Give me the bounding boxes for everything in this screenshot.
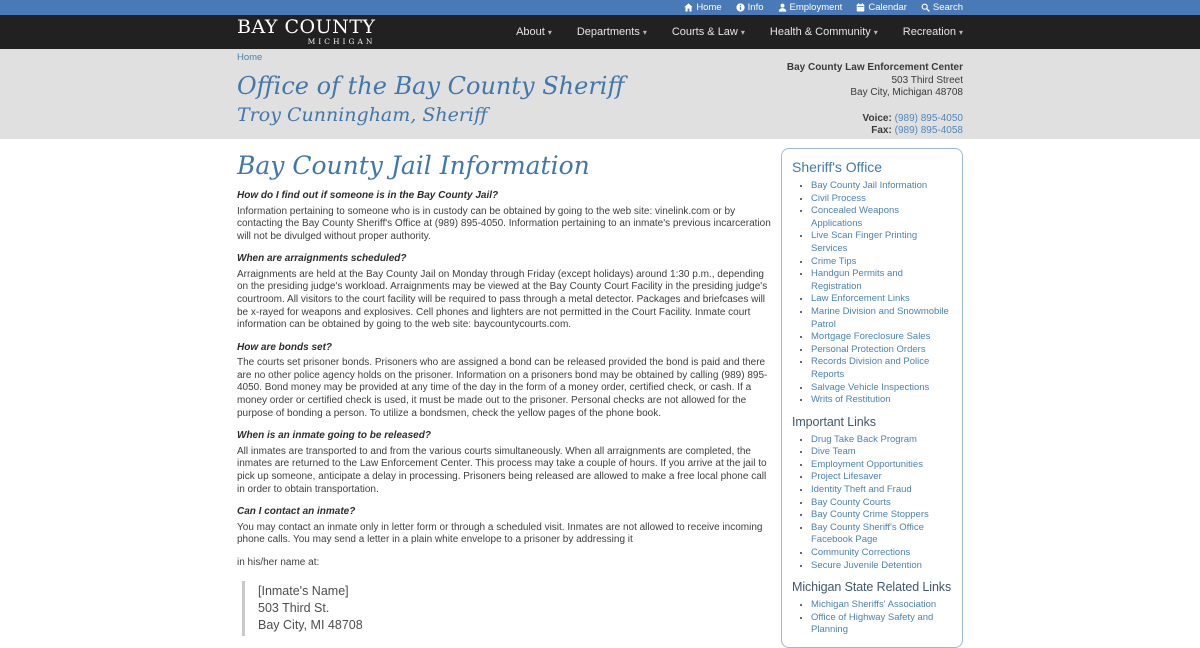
list-item [811, 230, 952, 255]
answer: Information pertaining to someone who is in custody can be obtained by going to the web site: vinelink.com or by contacting the Bay County Sheriff's Office at (989) 895-4050. Information pertaining to an inmate's previous incarceration will not be divulged without proper authority. [237, 205, 771, 242]
question: When is an inmate going to be released? [237, 430, 431, 442]
question: How are bonds set? [237, 341, 333, 353]
fax-line [787, 125, 963, 138]
nav-recreation[interactable] [903, 26, 963, 38]
chevron-down-icon: ▾ [958, 28, 963, 37]
sidebar-link-list [792, 434, 952, 573]
sidebar-link[interactable]: Secure Juvenile Detention [811, 559, 922, 571]
nav-label: Recreation [902, 26, 956, 38]
sidebar-link[interactable]: Bay County Crime Stoppers [811, 509, 929, 521]
sidebar-link[interactable]: Handgun Permits and Registration [811, 268, 903, 292]
list-item [811, 509, 952, 522]
question: How do I find out if someone is in the Bay County Jail? [237, 190, 499, 201]
utility-info-label: Info [747, 1, 764, 13]
site-subtitle: Troy Cunningham, Sheriff [237, 104, 488, 126]
list-item [811, 560, 952, 573]
list-item [811, 459, 952, 472]
info-icon [736, 3, 745, 12]
utility-home-label: Home [696, 1, 722, 13]
sidebar-link[interactable]: Marine Division and Snowmobile Patrol [811, 305, 949, 330]
list-item [811, 382, 952, 395]
utility-calendar-link[interactable] [856, 3, 907, 13]
nav-label: Departments [576, 26, 640, 38]
list-item [811, 293, 952, 306]
nav-health-community[interactable] [770, 26, 878, 38]
sidebar [781, 148, 963, 648]
sidebar-link[interactable]: Project Lifesaver [811, 471, 882, 483]
contact-address-block [787, 62, 963, 138]
main-area [0, 139, 1200, 648]
sidebar-link-list [792, 180, 952, 407]
chevron-down-icon: ▾ [740, 28, 745, 37]
sidebar-link[interactable]: Dive Team [811, 446, 856, 458]
list-item [811, 522, 952, 547]
sidebar-link[interactable]: Community Corrections [811, 547, 911, 559]
list-item [811, 306, 952, 331]
answer: All inmates are transported to and from the various courts simultaneously. When all arraignments are completed, the inmates are returned to the Law Enforcement Center. This process may take a couple of hours. If you arrive at the jail to pick up someone, anticipate a delay in processing. Prisoners being released are allowed to make a free local phone call in order to obtain transportation. [237, 445, 767, 495]
article [237, 139, 772, 636]
sidebar-section-title: Important Links [792, 414, 876, 429]
list-item [811, 331, 952, 344]
list-item [811, 599, 952, 612]
utility-home-link[interactable] [684, 3, 721, 13]
sidebar-link[interactable]: Bay County Courts [811, 496, 891, 508]
chevron-down-icon: ▾ [642, 28, 647, 37]
question: Can I contact an inmate? [237, 506, 356, 518]
nav-label: About [516, 26, 545, 38]
sidebar-link[interactable]: Records Division and Police Reports [811, 356, 930, 380]
address-city: Bay City, Michigan 48708 [850, 87, 963, 98]
utility-employment-label: Employment [789, 1, 843, 13]
sidebar-link[interactable]: Live Scan Finger Printing Services [811, 230, 918, 254]
sidebar-link[interactable]: Bay County Sheriff's Office Facebook Page [811, 521, 924, 546]
utility-calendar-label: Calendar [868, 1, 907, 13]
voice-phone-link[interactable]: (989) 895-4050 [894, 112, 963, 124]
fax-label: Fax: [871, 125, 892, 136]
list-item [811, 434, 952, 447]
main-nav [0, 15, 1200, 49]
chevron-down-icon: ▾ [547, 28, 552, 37]
voice-label: Voice: [862, 112, 892, 124]
inmate-address-line: Bay City, MI 48708 [258, 618, 363, 633]
voice-line [787, 113, 963, 126]
sidebar-link[interactable]: Concealed Weapons Applications [811, 205, 900, 229]
sidebar-link[interactable]: Civil Process [811, 192, 866, 204]
site-logo-sub: MICHIGAN [307, 37, 376, 47]
utility-bar [0, 0, 1200, 15]
list-item [811, 344, 952, 357]
utility-search-link[interactable] [921, 3, 963, 13]
person-icon [778, 3, 787, 12]
sidebar-link[interactable]: Writs of Restitution [811, 394, 891, 406]
utility-employment-link[interactable] [778, 3, 843, 13]
note-line: in his/her name at: [237, 556, 320, 568]
utility-info-link[interactable] [736, 3, 764, 13]
list-item [811, 205, 952, 230]
sidebar-link[interactable]: Employment Opportunities [811, 458, 923, 470]
nav-about[interactable] [516, 26, 552, 38]
fax-phone-link[interactable]: (989) 895-4058 [894, 125, 963, 136]
sidebar-link-list [792, 599, 952, 637]
sidebar-link[interactable]: Office of Highway Safety and Planning [811, 611, 934, 636]
sidebar-link[interactable]: Mortgage Foreclosure Sales [811, 331, 931, 343]
answer: The courts set prisoner bonds. Prisoners who are assigned a bond can be released provided the bond is paid and there are no other police agency holds on the prisoner. Information on a prisoners bond may be obtained by calling (989) 895-4050. Bond money may be provided at any time of the day in the form of a money order, certified check, or cash. If a money order or certified check is used, it must be made out to the prisoner. Personal checks are not allowed for the purpose of bonding a person. To utilize a bondsmen, check the yellow pages of the phone book. [237, 357, 768, 419]
search-icon [921, 3, 930, 12]
list-item [811, 256, 952, 269]
page-title: Bay County Jail Information [237, 151, 590, 180]
answer: Arraignments are held at the Bay County Jail on Monday through Friday (except holidays) around 1:30 p.m., depending on the presiding judge's workload. Arraignments may be viewed at the Bay County Court Facility in the presiding judge's courtroom. All visitors to the court facility will be required to pass through a metal detector. Packages and briefcases will be x-rayed for weapons and explosives. Cell phones and lighters are not permitted in the Court Facility. Inmate court information can be obtained by going to the web site: baycountycourts.com. [237, 268, 768, 331]
list-item [811, 193, 952, 206]
sidebar-link[interactable]: Salvage Vehicle Inspections [811, 381, 930, 393]
chevron-down-icon: ▾ [873, 28, 878, 37]
list-item [811, 356, 952, 381]
list-item [811, 394, 952, 407]
list-item [811, 484, 952, 497]
sidebar-link[interactable]: Law Enforcement Links [811, 293, 910, 305]
sidebar-link[interactable]: Crime Tips [811, 255, 857, 267]
list-item [811, 268, 952, 293]
sidebar-link[interactable]: Michigan Sheriffs' Association [811, 599, 937, 611]
question: When are arraignments scheduled? [237, 253, 407, 265]
inmate-address-block [242, 581, 772, 636]
utility-search-label: Search [932, 1, 963, 13]
site-title: Office of the Bay County Sheriff [237, 72, 625, 100]
answer: You may contact an inmate only in letter form or through a scheduled visit. Inmates are not allowed to receive incoming phone calls. You may send a letter in a plain white envelope to a prisoner by addressing it [237, 521, 763, 546]
inmate-address-line: [Inmate's Name] [258, 584, 349, 599]
calendar-icon [856, 3, 865, 12]
nav-departments[interactable] [577, 26, 647, 38]
sidebar-link[interactable]: Bay County Jail Information [811, 180, 928, 191]
nav-label: Courts & Law [671, 26, 738, 38]
list-item [811, 612, 952, 637]
sidebar-section-title: Michigan State Related Links [792, 580, 952, 595]
nav-label: Health & Community [769, 26, 871, 38]
site-logo[interactable] [237, 18, 375, 46]
list-item [811, 497, 952, 510]
list-item [811, 547, 952, 560]
sidebar-link[interactable]: Identity Theft and Fraud [811, 484, 912, 496]
sidebar-section-title: Sheriff's Office [792, 159, 883, 175]
page-header [0, 49, 1200, 139]
breadcrumb-home-link[interactable]: Home [237, 52, 263, 63]
site-logo-name: BAY COUNTY [237, 16, 376, 39]
address-street: 503 Third Street [891, 74, 963, 86]
list-item [811, 446, 952, 459]
home-icon [684, 3, 693, 12]
sidebar-link[interactable]: Personal Protection Orders [811, 343, 926, 355]
nav-courts-law[interactable] [672, 26, 745, 38]
sidebar-link[interactable]: Drug Take Back Program [811, 433, 917, 445]
list-item [811, 180, 952, 193]
list-item [811, 471, 952, 484]
inmate-address-line: 503 Third St. [258, 601, 330, 616]
address-name: Bay County Law Enforcement Center [786, 62, 963, 73]
